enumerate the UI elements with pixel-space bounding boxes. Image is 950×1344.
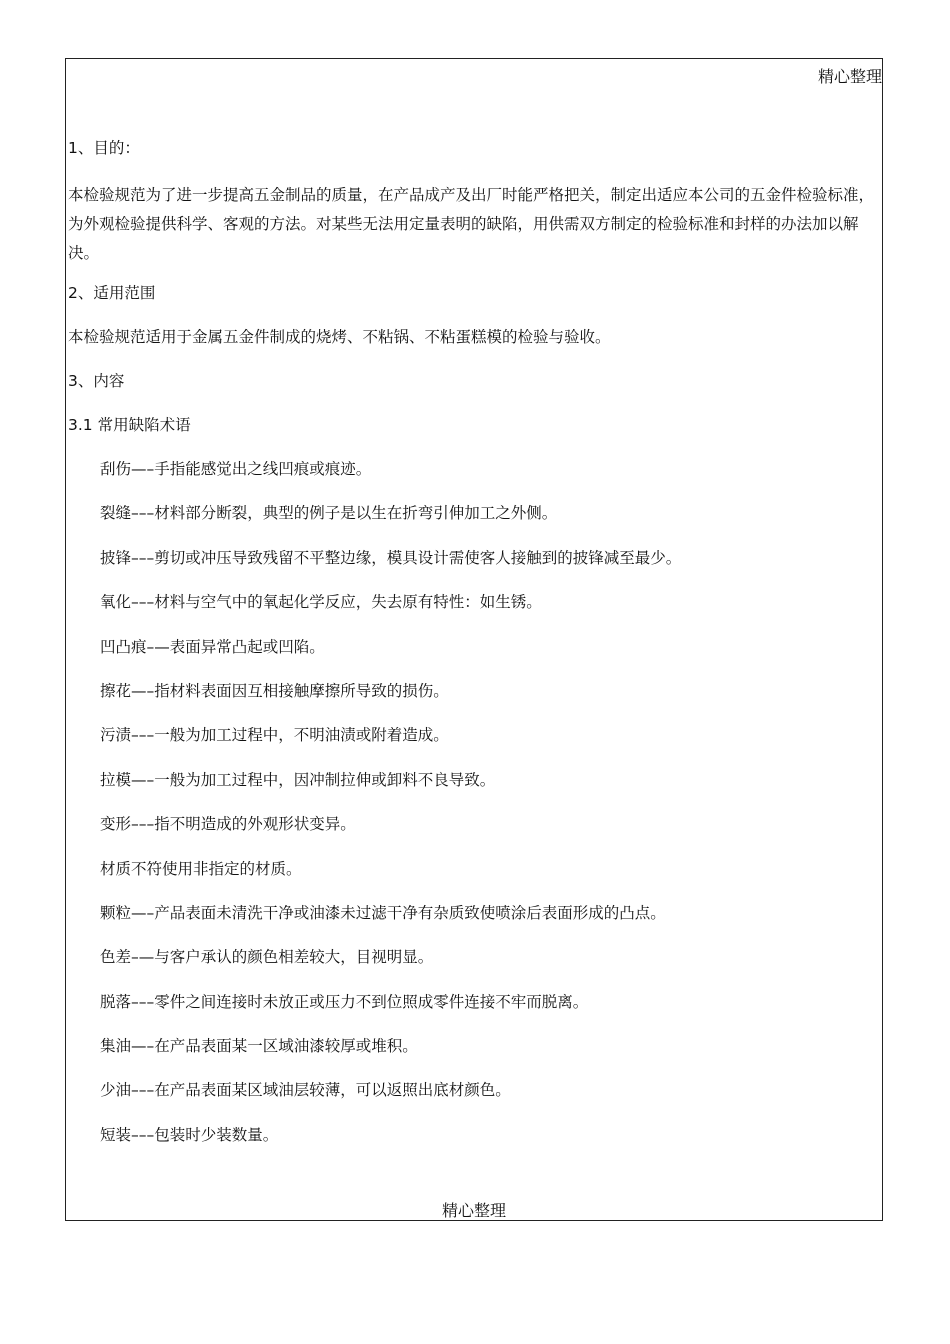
section-purpose-text: 本检验规范为了进一步提高五金制品的质量，在产品成产及出厂时能严格把关，制定出适应本公司的五金件检验标准，为外观检验提供科学、客观的方法。对某些无法用定量表明的缺陷，用供需双方制定的检验标准和封样的办法加以解决。 <box>68 186 875 262</box>
defect-term-item: 刮伤—–手指能感觉出之线凹痕或痕迹。 <box>100 460 372 478</box>
header-note: 精心整理 <box>817 67 882 86</box>
document-body <box>68 137 882 1168</box>
defect-term-item: 拉模—–一般为加工过程中，因冲制拉伸或卸料不良导致。 <box>100 770 496 789</box>
defect-term-item: 脱落–––零件之间连接时未放正或压力不到位照成零件连接不牢而脱离。 <box>100 992 589 1011</box>
section-terms-heading: 3.1 常用缺陷术语 <box>68 416 191 434</box>
defect-term-list <box>68 458 882 1146</box>
section-scope-text: 本检验规范适用于金属五金件制成的烧烤、不粘锅、不粘蛋糕模的检验与验收。 <box>68 328 611 346</box>
defect-term-item: 氧化–––材料与空气中的氧起化学反应，失去原有特性：如生锈。 <box>100 593 542 612</box>
defect-term-item: 短装–––包装时少装数量。 <box>100 1125 279 1144</box>
footer-note: 精心整理 <box>441 1201 506 1220</box>
defect-term-item: 擦花—–指材料表面因互相接触摩擦所导致的损伤。 <box>100 681 449 700</box>
defect-term-item: 变形–––指不明造成的外观形状变异。 <box>100 815 356 834</box>
defect-term-item: 颗粒—–产品表面未清洗干净或油漆未过滤干净有杂质致使喷涂后表面形成的凸点。 <box>100 903 666 922</box>
section-content-heading: 3、内容 <box>68 372 125 390</box>
defect-term-item: 色差–—与客户承认的颜色相差较大，目视明显。 <box>100 948 434 967</box>
defect-term-item: 材质不符使用非指定的材质。 <box>100 859 302 878</box>
defect-term-item: 少油–––在产品表面某区域油层较薄，可以返照出底材颜色。 <box>100 1081 511 1100</box>
defect-term-item: 凹凸痕–—表面异常凸起或凹陷。 <box>100 637 325 656</box>
defect-term-item: 污渍–––一般为加工过程中，不明油渍或附着造成。 <box>100 726 449 745</box>
defect-term-item: 集油—–在产品表面某一区域油漆较厚或堆积。 <box>100 1037 418 1056</box>
defect-term-item: 裂缝–––材料部分断裂，典型的例子是以生在折弯引伸加工之外侧。 <box>100 504 558 523</box>
section-scope-heading: 2、适用范围 <box>68 284 156 302</box>
page-frame <box>65 58 883 1221</box>
defect-term-item: 披锋–––剪切或冲压导致残留不平整边缘，模具设计需使客人接触到的披锋减至最少。 <box>100 548 682 567</box>
section-purpose-heading: 1、目的： <box>68 139 140 157</box>
